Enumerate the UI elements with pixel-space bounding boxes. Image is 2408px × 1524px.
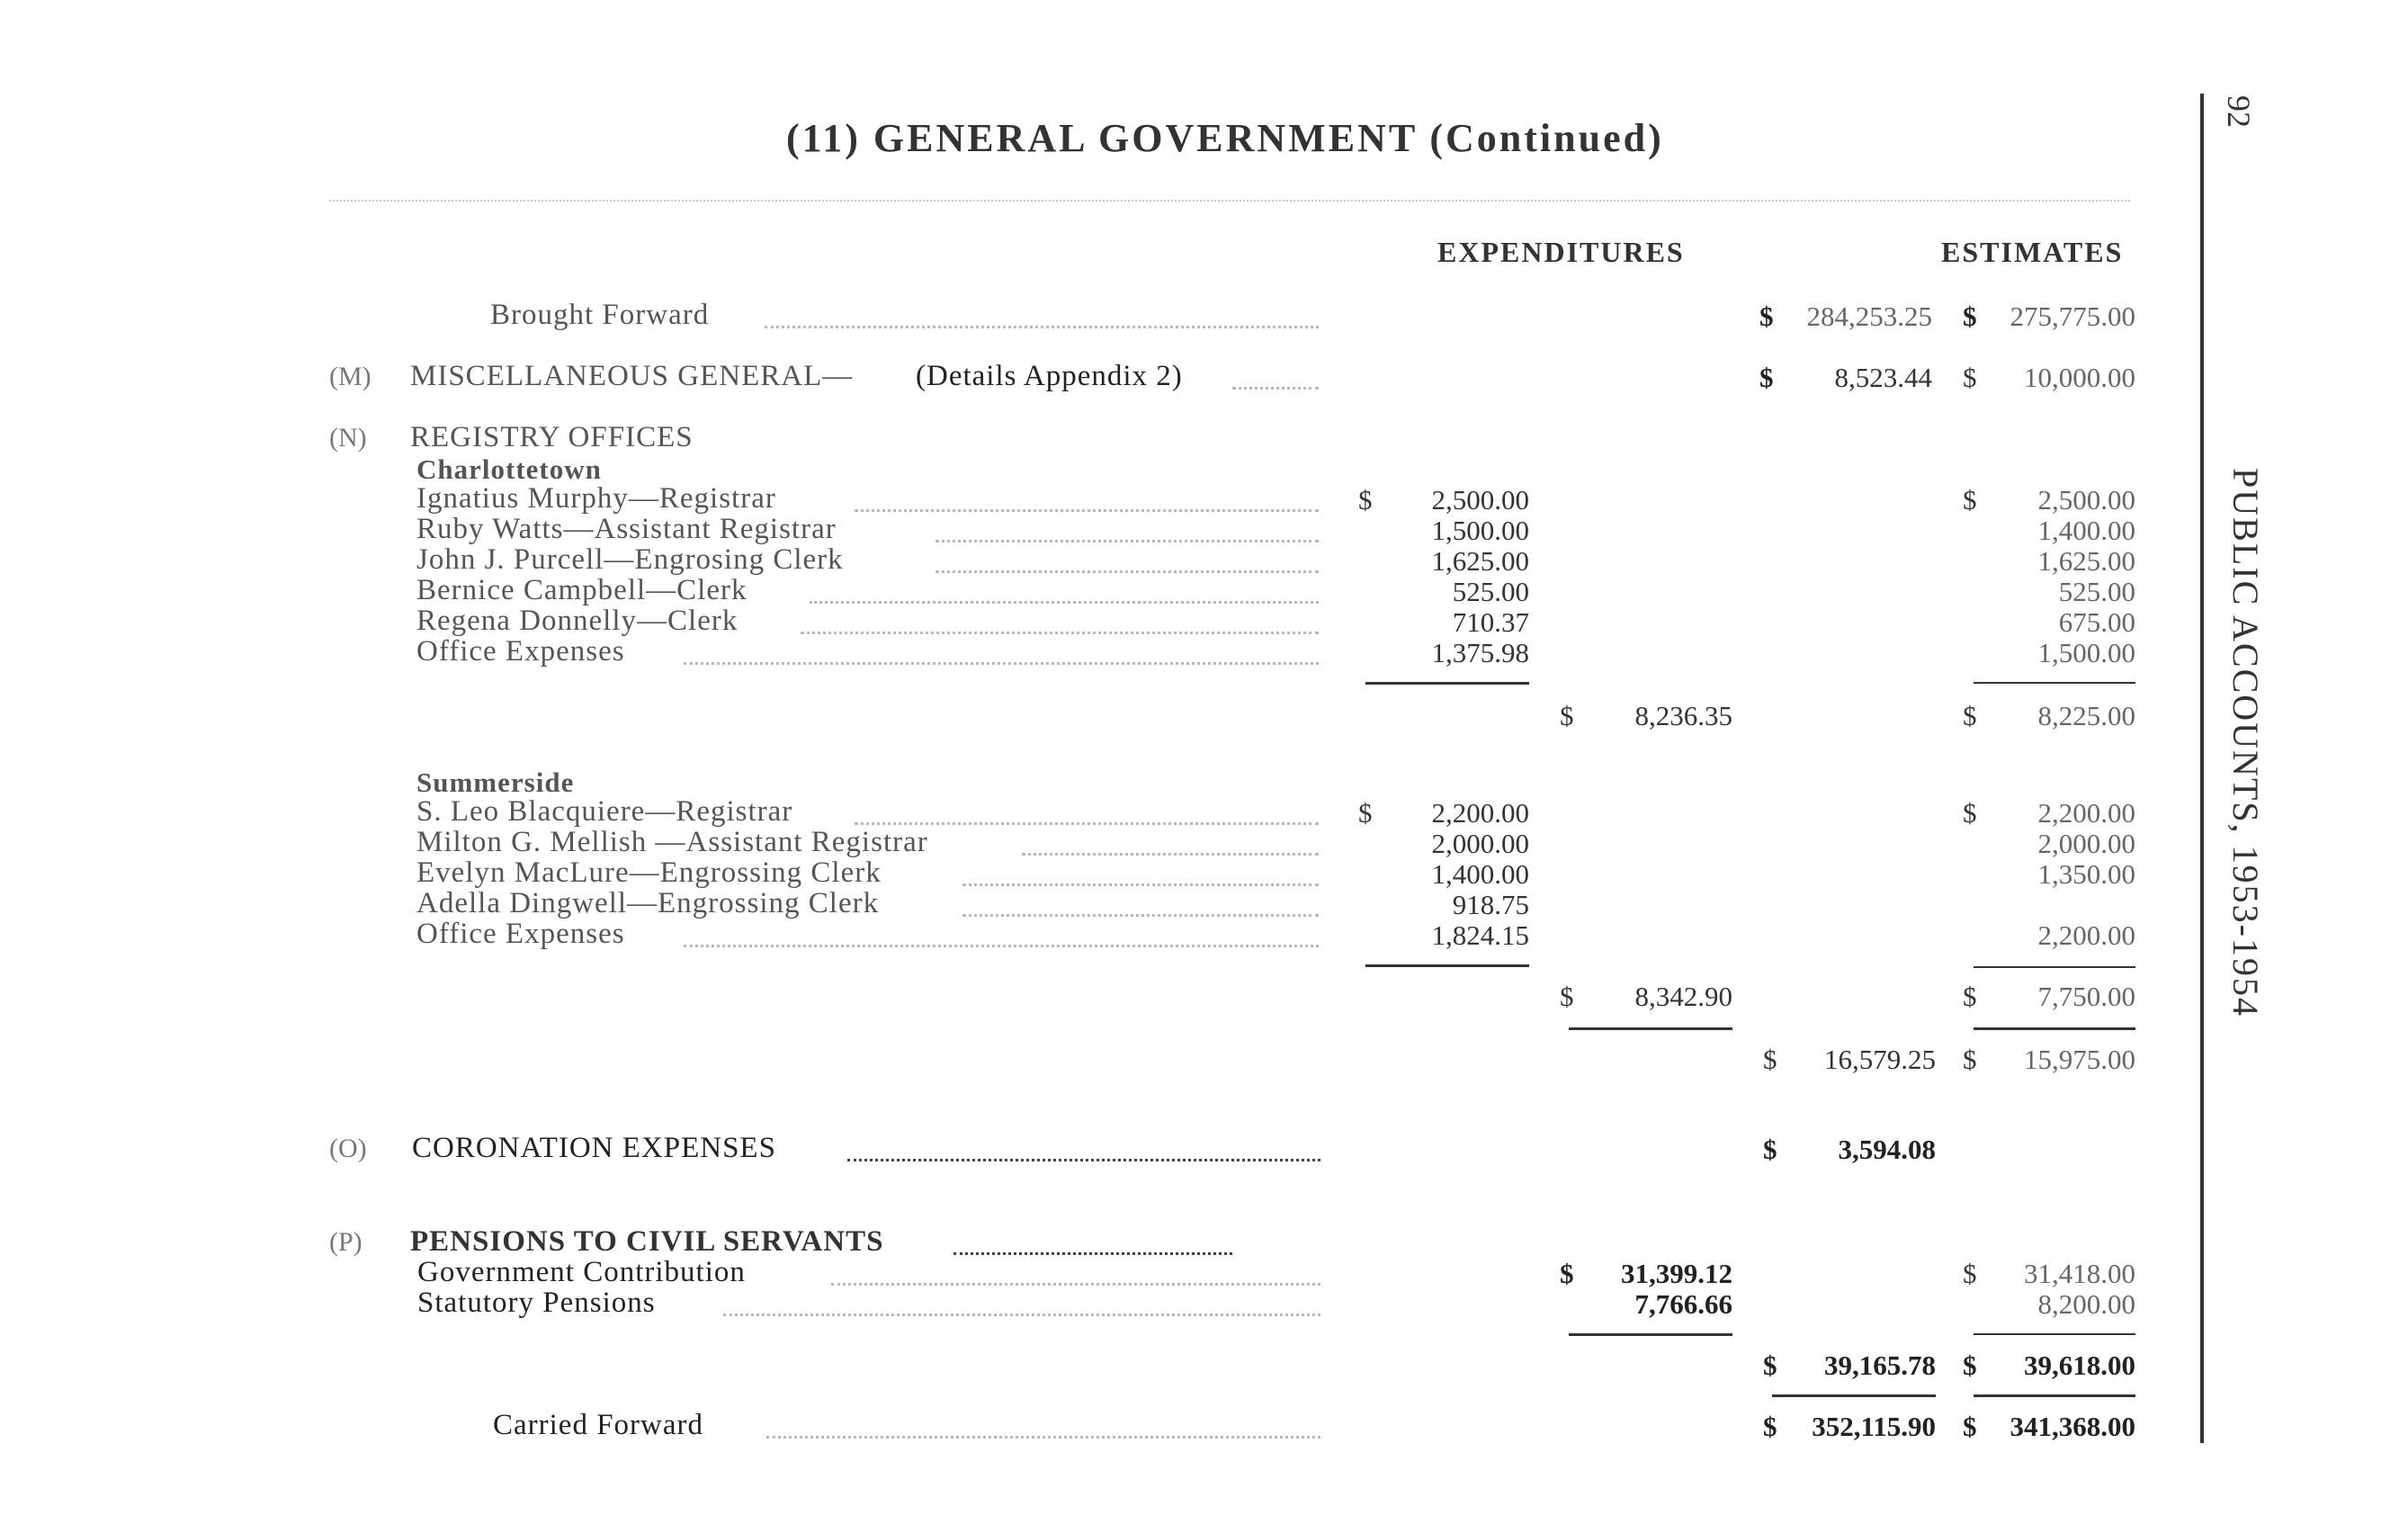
currency-sign: $	[1759, 300, 1774, 332]
registry-item-label: Ruby Watts—Assistant Registrar	[416, 513, 837, 545]
currency-sign: $	[1358, 484, 1373, 515]
leader-dots	[831, 1283, 1320, 1286]
subtotal-rule	[1974, 1333, 2135, 1335]
currency-sign: $	[1560, 1258, 1574, 1289]
currency-sign: $	[1963, 797, 1977, 829]
carried-forward-expenditure: 352,115.90	[1812, 1411, 1936, 1442]
currency-sign: $	[1963, 1349, 1977, 1381]
registry-item-label: S. Leo Blacquiere—Registrar	[416, 795, 793, 828]
section-code-m: (M)	[329, 362, 371, 391]
page-number: 92	[2221, 95, 2257, 128]
leader-dots	[962, 883, 1319, 886]
subtotal-rule	[1974, 682, 2135, 684]
pension-item-amount: 31,399.12	[1621, 1258, 1732, 1289]
charlottetown-heading: Charlottetown	[416, 453, 602, 485]
leader-dots	[684, 945, 1319, 947]
page-title: (11) GENERAL GOVERNMENT (Continued)	[786, 116, 1664, 160]
registry-item-amount: 1,375.98	[1431, 637, 1529, 668]
running-title: PUBLIC ACCOUNTS, 1953-1954	[2225, 468, 2266, 1017]
brought-forward-expenditure: 284,253.25	[1806, 300, 1932, 332]
registry-item-estimate: 675.00	[2058, 606, 2135, 638]
summerside-subtotal: 8,342.90	[1634, 981, 1732, 1012]
header-rule	[329, 200, 2130, 202]
section-code-o: (O)	[329, 1134, 367, 1163]
pension-item-amount: 7,766.66	[1634, 1288, 1732, 1320]
registry-item-label: Office Expenses	[416, 635, 625, 668]
registry-item-estimate: 1,625.00	[2037, 545, 2135, 577]
leader-dots	[1022, 853, 1319, 856]
currency-sign: $	[1963, 1044, 1977, 1075]
currency-sign: $	[1963, 484, 1977, 515]
carried-forward-estimate: 341,368.00	[2010, 1411, 2135, 1442]
carried-forward-label: Carried Forward	[493, 1409, 704, 1441]
misc-general-label: MISCELLANEOUS GENERAL—	[410, 360, 854, 392]
registry-item-amount: 2,500.00	[1431, 484, 1529, 515]
pension-item-label: Government Contribution	[417, 1256, 746, 1288]
currency-sign: $	[1358, 797, 1373, 829]
registry-item-estimate: 1,500.00	[2037, 637, 2135, 668]
currency-sign: $	[1963, 981, 1977, 1012]
brought-forward-label: Brought Forward	[490, 299, 710, 331]
registry-item-label: Regena Donnelly—Clerk	[416, 605, 739, 637]
total-rule	[1974, 1027, 2135, 1030]
currency-sign: $	[1963, 300, 1977, 332]
pensions-estimate-total: 39,618.00	[2024, 1349, 2135, 1381]
currency-sign: $	[1763, 1044, 1777, 1075]
pension-item-label: Statutory Pensions	[417, 1286, 656, 1319]
registry-item-amount: 1,824.15	[1431, 919, 1529, 951]
leader-dots	[962, 914, 1319, 917]
total-rule	[1974, 1394, 2135, 1397]
registry-item-amount: 2,200.00	[1431, 797, 1529, 829]
coronation-label: CORONATION EXPENSES	[412, 1132, 776, 1164]
pensions-label: PENSIONS TO CIVIL SERVANTS	[410, 1225, 884, 1258]
misc-details-note: (Details Appendix 2)	[916, 360, 1183, 392]
registry-item-estimate: 525.00	[2058, 576, 2135, 607]
pension-item-estimate: 31,418.00	[2024, 1258, 2135, 1289]
registry-item-amount: 1,625.00	[1431, 545, 1529, 577]
registry-item-label: Bernice Campbell—Clerk	[416, 574, 747, 606]
currency-sign: $	[1763, 1349, 1777, 1381]
registry-item-amount: 1,400.00	[1431, 858, 1529, 890]
registry-total: 16,579.25	[1824, 1044, 1936, 1075]
currency-sign: $	[1560, 981, 1574, 1012]
registry-item-label: Adella Dingwell—Engrossing Clerk	[416, 887, 880, 919]
registry-item-amount: 1,500.00	[1431, 515, 1529, 546]
summerside-heading: Summerside	[416, 766, 575, 798]
leader-dots	[723, 1313, 1320, 1316]
leader-dots	[810, 601, 1319, 604]
section-code-n: (N)	[329, 423, 367, 453]
leader-dots	[766, 1436, 1320, 1439]
total-rule	[1772, 1394, 1936, 1397]
currency-sign: $	[1560, 700, 1574, 731]
currency-sign: $	[1763, 1411, 1777, 1442]
leader-dots	[1232, 387, 1319, 390]
brought-forward-estimate: 275,775.00	[2010, 300, 2135, 332]
leader-dots	[855, 822, 1319, 825]
registry-offices-label: REGISTRY OFFICES	[410, 421, 694, 453]
charlottetown-subtotal: 8,236.35	[1634, 700, 1732, 731]
estimates-heading: ESTIMATES	[1941, 236, 2124, 268]
charlottetown-estimate-subtotal: 8,225.00	[2037, 700, 2135, 731]
registry-item-label: Evelyn MacLure—Engrossing Clerk	[416, 856, 882, 889]
registry-item-label: Ignatius Murphy—Registrar	[416, 482, 776, 515]
registry-item-amount: 525.00	[1452, 576, 1529, 607]
leader-dots	[684, 662, 1319, 665]
leader-dots	[847, 1159, 1320, 1161]
total-rule	[1569, 1027, 1732, 1030]
registry-item-estimate: 2,000.00	[2037, 828, 2135, 859]
registry-item-label: Office Expenses	[416, 918, 625, 950]
leader-dots	[953, 1252, 1232, 1255]
leader-dots	[935, 570, 1319, 573]
currency-sign: $	[1763, 1134, 1777, 1165]
subtotal-rule	[1569, 1333, 1732, 1336]
page-frame-line	[2200, 94, 2204, 1443]
leader-dots	[935, 540, 1319, 542]
registry-item-estimate: 2,200.00	[2037, 919, 2135, 951]
registry-item-estimate: 1,350.00	[2037, 858, 2135, 890]
subtotal-rule	[1365, 682, 1529, 685]
summerside-estimate-subtotal: 7,750.00	[2037, 981, 2135, 1012]
currency-sign: $	[1963, 700, 1977, 731]
registry-item-estimate: 2,500.00	[2037, 484, 2135, 515]
section-code-p: (P)	[329, 1227, 363, 1257]
registry-item-label: Milton G. Mellish —Assistant Registrar	[416, 826, 928, 858]
registry-item-amount: 2,000.00	[1431, 828, 1529, 859]
leader-dots	[801, 632, 1319, 634]
subtotal-rule	[1974, 966, 2135, 968]
registry-item-amount: 710.37	[1452, 606, 1529, 638]
leader-dots	[765, 326, 1319, 328]
currency-sign: $	[1963, 1411, 1977, 1442]
pension-item-estimate: 8,200.00	[2037, 1288, 2135, 1320]
registry-estimate-total: 15,975.00	[2024, 1044, 2135, 1075]
leader-dots	[855, 509, 1319, 512]
currency-sign: $	[1963, 1258, 1977, 1289]
registry-item-estimate: 2,200.00	[2037, 797, 2135, 829]
expenditures-heading: EXPENDITURES	[1437, 236, 1685, 268]
misc-expenditure: 8,523.44	[1834, 362, 1932, 393]
coronation-expenditure: 3,594.08	[1838, 1134, 1936, 1165]
pensions-total: 39,165.78	[1824, 1349, 1936, 1381]
registry-item-estimate: 1,400.00	[2037, 515, 2135, 546]
currency-sign: $	[1963, 362, 1977, 393]
registry-item-label: John J. Purcell—Engrosing Clerk	[416, 543, 844, 576]
registry-item-amount: 918.75	[1452, 889, 1529, 920]
misc-estimate: 10,000.00	[2024, 362, 2135, 393]
subtotal-rule	[1365, 964, 1529, 967]
currency-sign: $	[1759, 362, 1774, 393]
